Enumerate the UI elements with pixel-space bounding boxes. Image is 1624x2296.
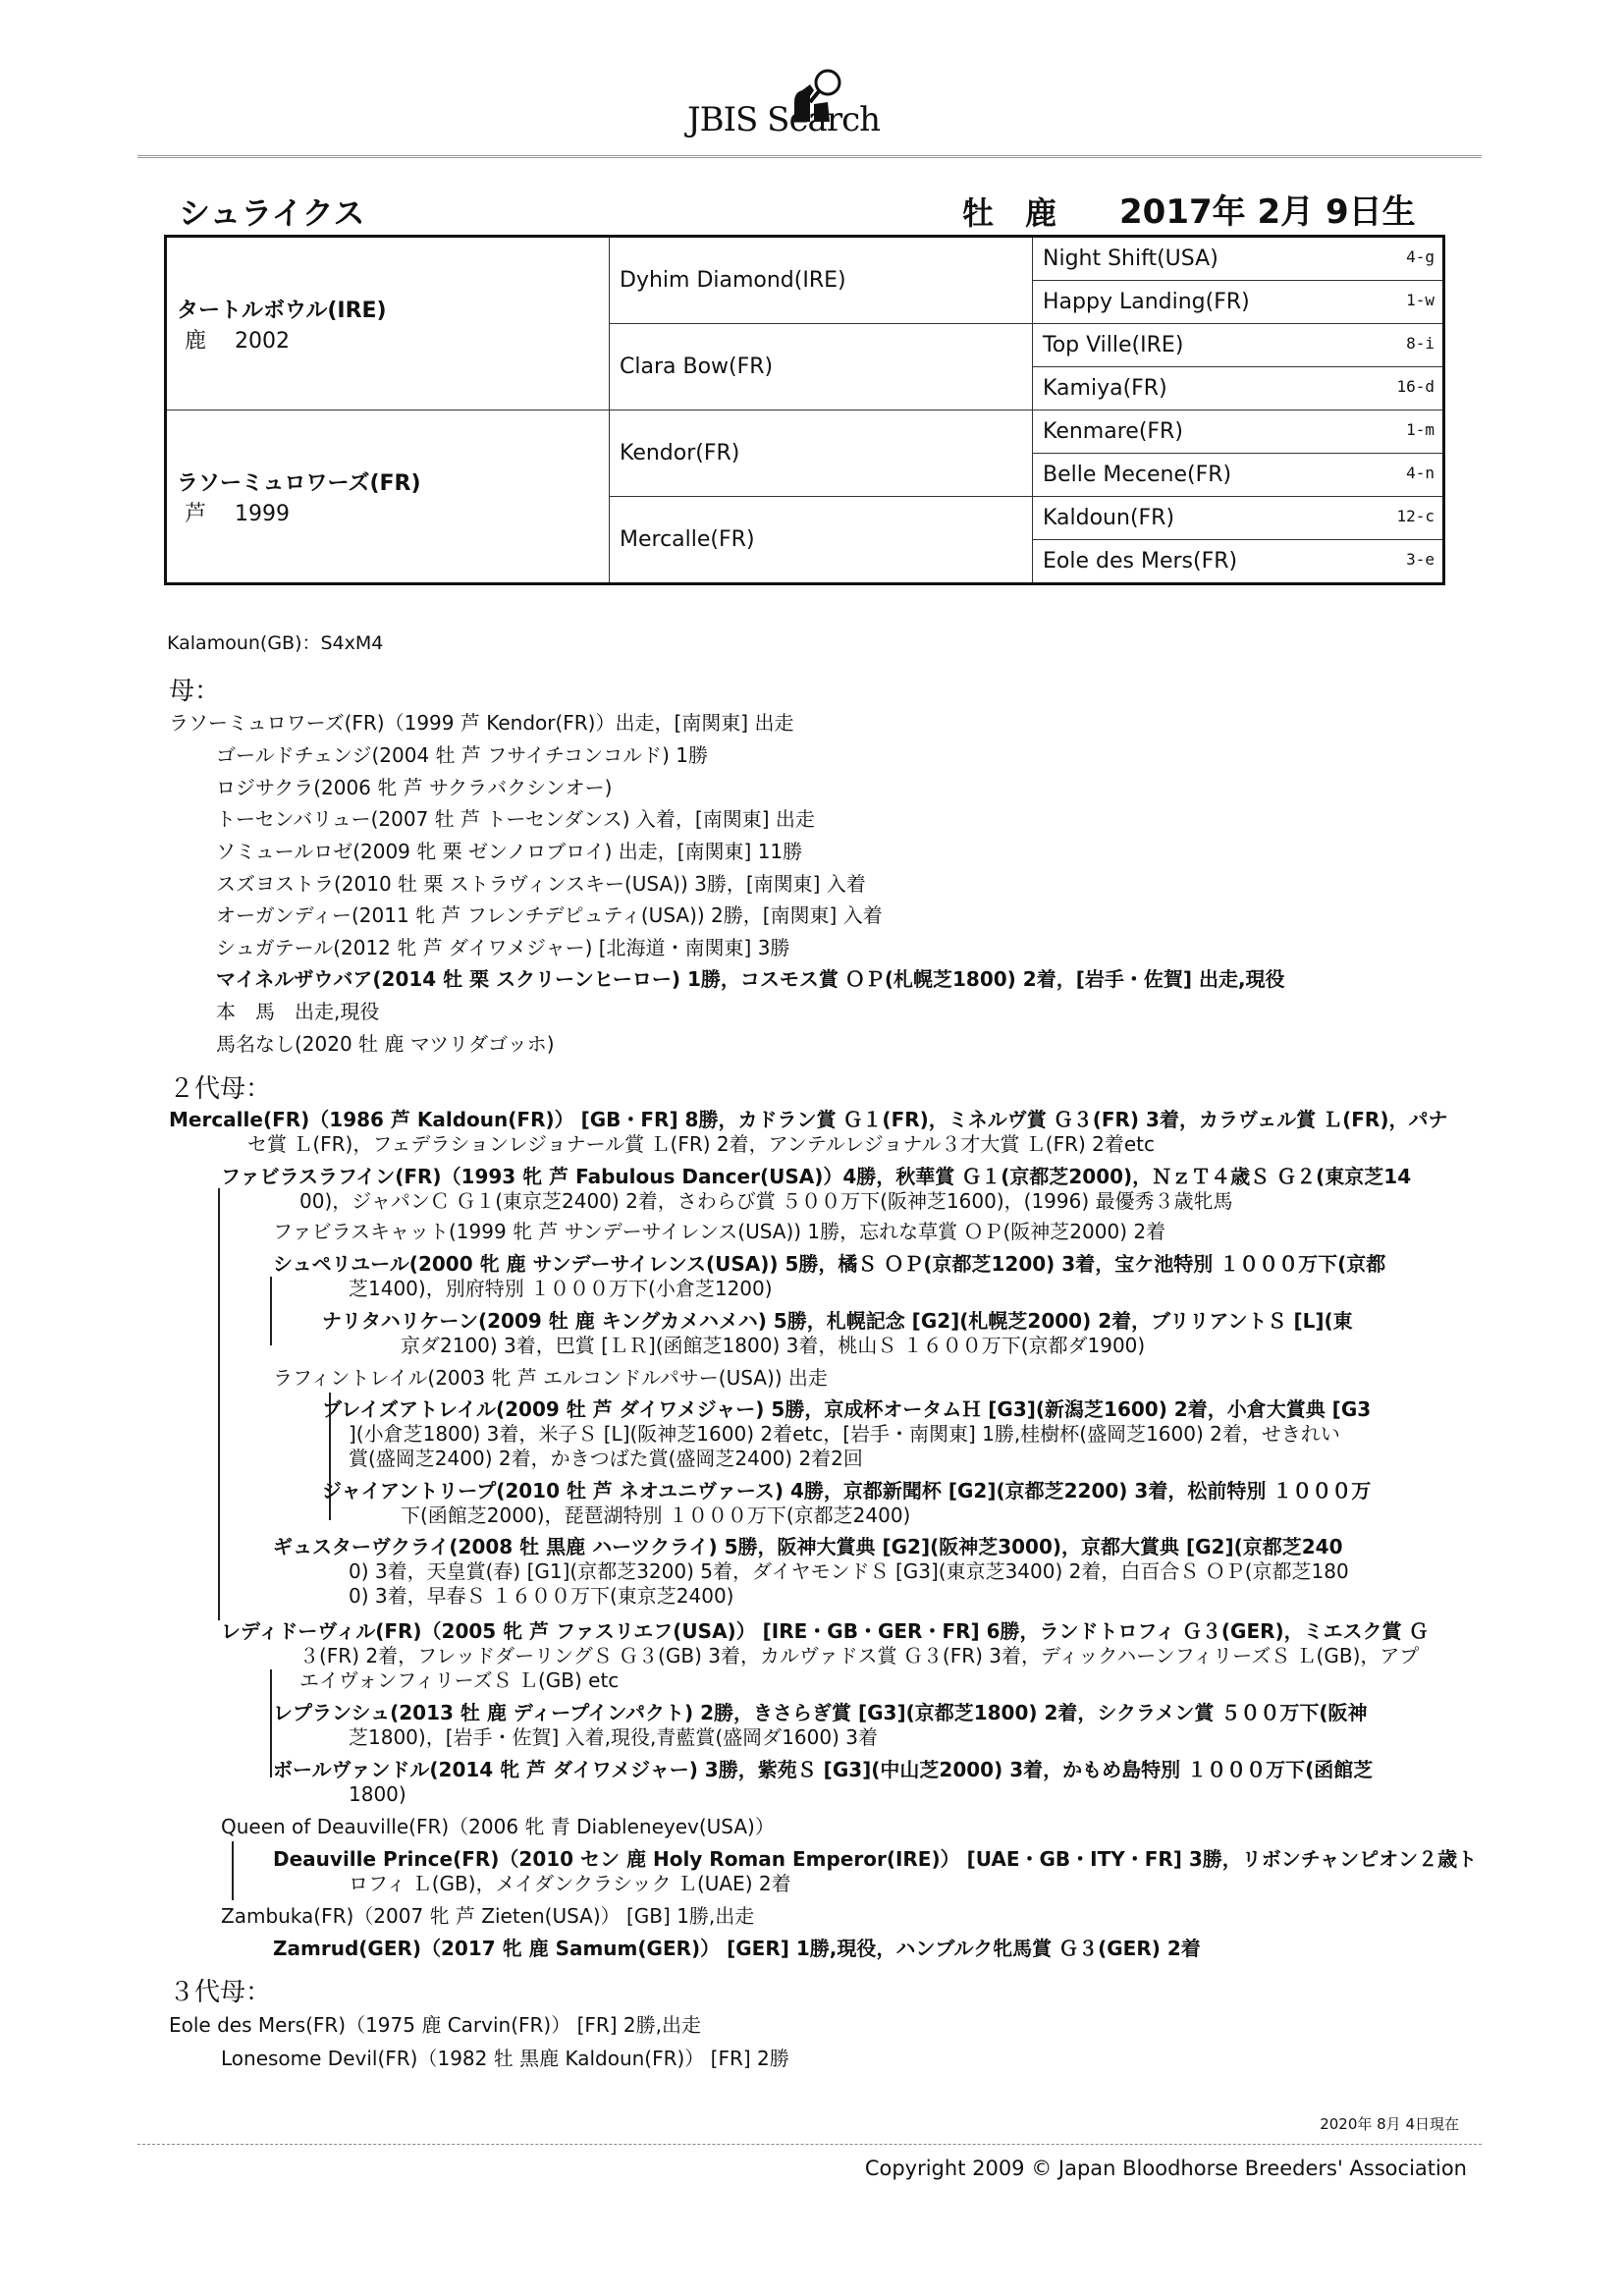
family-line: 芝1800)，[岩手・佐賀] 入着,現役,青藍賞(盛岡ダ1600) 3着 — [349, 1725, 878, 1749]
family-line: レプランシュ(2013 牡 鹿 ディープインパクト) 2勝，きさらぎ賞 [G3](京都芝1800) 2着，シクラメン賞 ５００万下(阪神 — [273, 1701, 1368, 1724]
family-line: Queen of Deauville(FR)（2006 牝 青 Diableneyev(USA)） — [221, 1815, 775, 1838]
family-line: 芝1400)，別府特別 １０００万下(小倉芝1200) — [349, 1277, 773, 1300]
family-line: Deauville Prince(FR)（2010 セン 鹿 Holy Roman Emperor(IRE)） [UAE・GB・ITY・FR] 3勝，リボンチャンピオン２歳ト — [273, 1847, 1478, 1871]
family-line: Zambuka(FR)（2007 牝 芦 Zieten(USA)） [GB] 1勝,出走 — [221, 1904, 755, 1928]
tree-connector — [270, 1277, 272, 1345]
pedigree-gen3-cell: Kaldoun(FR) 12-c — [1033, 497, 1444, 540]
section-gen3-heading: ３代母： — [169, 1978, 272, 2007]
dam-cell — [166, 410, 610, 584]
section-gen2-heading: ２代母： — [169, 1074, 272, 1104]
family-line: 0) 3着，早春Ｓ １６００万下(東京芝2400) — [349, 1584, 734, 1608]
tree-connector — [232, 1841, 234, 1900]
family-line: スズヨストラ(2010 牡 栗 ストラヴィンスキー(USA)) 3勝，[南関東] 入着 — [216, 872, 866, 896]
horse-name: シュライクス — [179, 194, 365, 232]
sire-name: タートルボウル(IRE) — [177, 298, 387, 323]
family-line: エイヴォンフィリーズＳ Ｌ(GB) etc — [299, 1668, 620, 1692]
family-number: 1-w — [1406, 291, 1435, 309]
family-number: 1-m — [1406, 420, 1435, 439]
pedigree-gen2-cell: Clara Bow(FR) — [610, 324, 1033, 410]
family-line: ナリタハリケーン(2009 牡 鹿 キングカメハメハ) 5勝，札幌記念 [G2](札幌芝2000) 2着，ブリリアントＳ [L](東 — [322, 1309, 1353, 1333]
family-line: レディドーヴィル(FR)（2005 牝 芦 ファスリエフ(USA)） [IRE・GB・GER・FR] 6勝，ランドトロフィ Ｇ３(GER)，ミエスク賞 Ｇ — [221, 1619, 1429, 1643]
dam-name: ラソーミュロワーズ(FR) — [177, 470, 421, 496]
copyright: Copyright 2009 © Japan Bloodhorse Breeders' Association — [864, 2157, 1467, 2180]
family-line: Eole des Mers(FR)（1975 鹿 Carvin(FR)） [FR] 2勝,出走 — [169, 2013, 702, 2037]
pedigree-gen3-cell: Happy Landing(FR) 1-w — [1033, 281, 1444, 324]
pedigree-gen3-cell: Kenmare(FR) 1-m — [1033, 410, 1444, 454]
family-line: ブレイズアトレイル(2009 牡 芦 ダイワメジャー) 5勝，京成杯オータムＨ [G3](新潟芝1600) 2着，小倉大賞典 [G3 — [322, 1397, 1372, 1421]
family-line: ロフィ Ｌ(GB)，メイダンクラシック Ｌ(UAE) 2着 — [349, 1872, 791, 1895]
pedigree-gen3-cell: Top Ville(IRE) 8-i — [1033, 324, 1444, 367]
family-line: ソミュールロゼ(2009 牝 栗 ゼンノロブロイ) 出走，[南関東] 11勝 — [216, 840, 803, 863]
family-line: シュガテール(2012 牝 芦 ダイワメジャー) [北海道・南関東] 3勝 — [216, 936, 790, 959]
family-line: ゴールドチェンジ(2004 牡 芦 フサイチコンコルド) 1勝 — [216, 743, 708, 767]
family-number: 4-n — [1406, 464, 1435, 482]
family-line: ファビラスラフイン(FR)（1993 牝 芦 Fabulous Dancer(USA)）4勝，秋華賞 Ｇ１(京都芝2000)，ＮｚＴ４歳Ｓ Ｇ２(東京芝14 — [221, 1165, 1412, 1188]
dam-info: 芦 1999 — [185, 501, 290, 526]
pedigree-table — [164, 235, 1445, 585]
family-line: 馬名なし(2020 牡 鹿 マツリダゴッホ) — [216, 1032, 555, 1056]
pedigree-gen3-cell: Kamiya(FR) 16-d — [1033, 367, 1444, 410]
family-line: ラソーミュロワーズ(FR)（1999 芦 Kendor(FR)）出走，[南関東] 出走 — [169, 711, 794, 735]
tree-connector — [218, 1188, 220, 1620]
pedigree-gen3-cell: Belle Mecene(FR) 4-n — [1033, 454, 1444, 497]
footer-divider — [137, 2144, 1482, 2145]
pedigree-gen2-cell: Dyhim Diamond(IRE) — [610, 237, 1033, 324]
family-line: ラフィントレイル(2003 牝 芦 エルコンドルパサー(USA)) 出走 — [273, 1366, 828, 1390]
family-line: トーセンバリュー(2007 牡 芦 トーセンダンス) 入着，[南関東] 出走 — [216, 807, 815, 831]
jbis-logo — [687, 61, 943, 149]
tree-connector — [270, 1669, 272, 1777]
family-line: 本 馬 出走,現役 — [216, 1000, 380, 1023]
family-number: 3-e — [1406, 550, 1435, 569]
family-line: オーガンディー(2011 牝 芦 フレンチデピュティ(USA)) 2勝，[南関東] 入着 — [216, 903, 883, 927]
family-line: Lonesome Devil(FR)（1982 牡 黒鹿 Kaldoun(FR)） [FR] 2勝 — [221, 2047, 789, 2070]
family-line: 0) 3着，天皇賞(春) [G1](京都芝3200) 5着，ダイヤモンドＳ [G3](東京芝3400) 2着，白百合Ｓ ＯＰ(京都芝180 — [349, 1559, 1349, 1583]
family-line: ジャイアントリープ(2010 牡 芦 ネオユニヴァース) 4勝，京都新聞杯 [G2](京都芝2200) 3着，松前特別 １０００万 — [322, 1479, 1372, 1503]
header-divider — [137, 155, 1482, 160]
pedigree-gen2-cell: Kendor(FR) — [610, 410, 1033, 497]
family-line: マイネルザウバア(2014 牡 栗 スクリーンヒーロー) 1勝，コスモス賞 ＯＰ(札幌芝1800) 2着，[岩手・佐賀] 出走,現役 — [216, 967, 1285, 991]
family-line: 下(函館芝2000)，琵琶湖特別 １０００万下(京都芝2400) — [401, 1503, 911, 1527]
family-line: ３(FR) 2着，フレッドダーリングＳ Ｇ３(GB) 3着，カルヴァドス賞 Ｇ３(FR) 3着，ディックハーンフィリーズＳ Ｌ(GB)，アプ — [299, 1644, 1420, 1667]
horse-sex-color: 牡 鹿 — [962, 194, 1057, 232]
family-line: ](小倉芝1800) 3着，米子Ｓ [L](阪神芝1600) 2着etc，[岩手・南関東] 1勝,桂樹杯(盛岡芝1600) 2着，せきれい — [349, 1422, 1340, 1446]
as-of-date: 2020年 8月 4日現在 — [1320, 2115, 1459, 2133]
family-line: ボールヴァンドル(2014 牝 芦 ダイワメジャー) 3勝，紫苑Ｓ [G3](中山芝2000) 3着，かもめ島特別 １０００万下(函館芝 — [273, 1758, 1374, 1781]
pedigree-gen2-cell: Mercalle(FR) — [610, 497, 1033, 584]
family-line: 00)，ジャパンＣ Ｇ１(東京芝2400) 2着，さわらび賞 ５００万下(阪神芝1600)，(1996) 最優秀３歳牝馬 — [299, 1189, 1233, 1213]
family-line: 京ダ2100) 3着，巴賞 [ＬＲ](函館芝1800) 3着，桃山Ｓ １６００万下(京都ダ1900) — [401, 1334, 1146, 1357]
family-number: 16-d — [1396, 377, 1435, 396]
family-line: ギュスターヴクライ(2008 牡 黒鹿 ハーツクライ) 5勝，阪神大賞典 [G2](阪神芝3000)，京都大賞典 [G2](京都芝240 — [273, 1535, 1343, 1558]
family-line: 1800) — [349, 1782, 406, 1806]
family-number: 12-c — [1396, 507, 1435, 525]
pedigree-gen3-cell: Eole des Mers(FR) 3-e — [1033, 540, 1444, 584]
section-dam-heading: 母： — [169, 677, 221, 706]
family-line: セ賞 Ｌ(FR)，フェデラションレジョナール賞 Ｌ(FR) 2着，アンテルレジョナル３才大賞 Ｌ(FR) 2着etc — [247, 1132, 1155, 1156]
family-number: 4-g — [1406, 247, 1435, 266]
horse-birth-date: 2017年 2月 9日生 — [1119, 192, 1416, 232]
family-line: ファビラスキャット(1999 牝 芦 サンデーサイレンス(USA)) 1勝，忘れな草賞 ＯＰ(阪神芝2000) 2着 — [273, 1220, 1166, 1243]
family-number: 8-i — [1406, 334, 1435, 353]
family-line: シュペリユール(2000 牝 鹿 サンデーサイレンス(USA)) 5勝，橘Ｓ ＯＰ(京都芝1200) 3着，宝ケ池特別 １０００万下(京都 — [273, 1252, 1386, 1276]
family-line: Mercalle(FR)（1986 芦 Kaldoun(FR)） [GB・FR] 8勝，カドラン賞 Ｇ１(FR)，ミネルヴ賞 Ｇ３(FR) 3着，カラヴェル賞 Ｌ(FR)，パナ — [169, 1108, 1448, 1131]
family-line: 賞(盛岡芝2400) 2着，かきつばた賞(盛岡芝2400) 2着2回 — [349, 1447, 863, 1470]
inbreeding-note: Kalamoun(GB)：S4xM4 — [167, 632, 384, 654]
family-line: ロジサクラ(2006 牝 芦 サクラバクシンオー) — [216, 776, 613, 799]
logo-text: JBIS Search — [687, 100, 881, 139]
sire-cell — [166, 237, 610, 410]
pedigree-gen3-cell: Night Shift(USA) 4-g — [1033, 237, 1444, 281]
family-line: Zamrud(GER)（2017 牝 鹿 Samum(GER)） [GER] 1勝,現役，ハンブルク牝馬賞 Ｇ３(GER) 2着 — [273, 1937, 1201, 1960]
sire-info: 鹿 2002 — [185, 328, 290, 354]
